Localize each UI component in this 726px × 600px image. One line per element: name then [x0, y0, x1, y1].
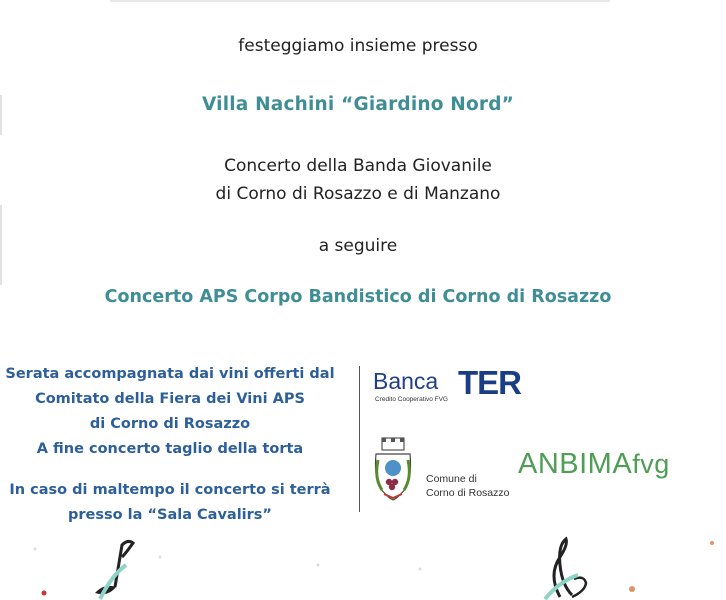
venue-title: Villa Nachini “Giardino Nord” — [201, 94, 515, 115]
comune-label — [426, 472, 509, 500]
anbima-logo — [518, 448, 670, 481]
banca-ter-logo — [373, 366, 548, 406]
info-line: Comitato della Fiera dei Vini APS — [35, 391, 305, 407]
comune-line1: Comune di — [426, 473, 477, 485]
anbima-main: ANBIMA — [518, 448, 633, 480]
music-decoration — [0, 535, 726, 600]
anbima-suffix: fvg — [632, 449, 670, 479]
banca-subtitle: Credito Cooperativo FVG — [375, 396, 448, 403]
first-concert-line2: di Corno di Rosazzo e di Manzano — [215, 184, 501, 204]
comune-line2: Corno di Rosazzo — [426, 487, 510, 499]
weather-line: In caso di maltempo il concerto si terrà — [9, 482, 331, 498]
top-divider — [110, 0, 610, 2]
intro-line: festeggiamo insieme presso — [238, 36, 478, 56]
info-line: Serata accompagnata dai vini offerti dal — [5, 366, 335, 382]
first-concert-line1: Concerto della Banda Giovanile — [224, 156, 492, 176]
info-line: A fine concerto taglio della torta — [36, 441, 304, 457]
ter-word: TER — [458, 364, 521, 401]
music-note-icon — [95, 541, 133, 599]
banca-word: Banca — [373, 368, 439, 394]
info-line: di Corno di Rosazzo — [89, 416, 251, 432]
treble-clef-icon — [545, 539, 586, 599]
info-block — [0, 362, 340, 528]
follow-text: a seguire — [318, 236, 398, 256]
crest-icon — [370, 436, 416, 504]
second-concert: Concerto APS Corpo Bandistico di Corno di Rosazzo — [104, 287, 612, 307]
first-concert — [0, 152, 716, 208]
vertical-divider — [359, 366, 360, 512]
weather-line: presso la “Sala Cavalirs” — [68, 507, 272, 523]
